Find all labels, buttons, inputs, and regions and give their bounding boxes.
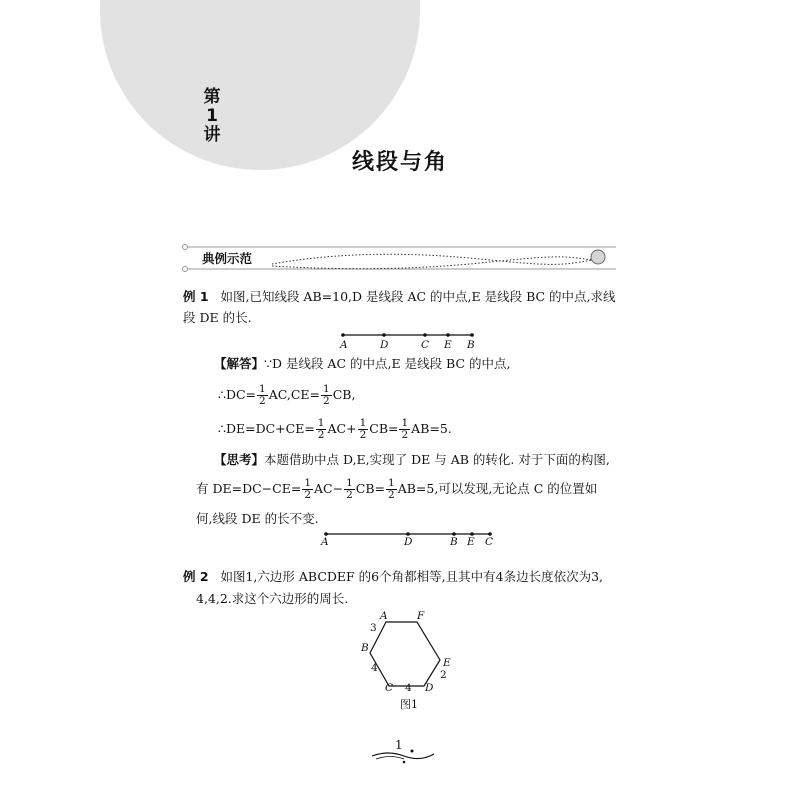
fig2-point-d: D [404, 536, 413, 548]
fraction-half: $\frac{1}{2}$ [346, 477, 353, 501]
fig1-point-c: C [421, 339, 430, 351]
fraction-half: $\frac{1}{2}$ [323, 383, 330, 407]
fig2-point-a: A [321, 536, 329, 548]
fraction-half: $\frac{1}{2}$ [401, 417, 409, 441]
fig1-point-b: B [467, 339, 475, 351]
example2-line1 [183, 568, 603, 586]
example1-line2: 段 DE 的长. [183, 310, 252, 325]
think2-part4: AB=5,可以发现,无论点 C 的位置如 [397, 481, 598, 496]
lecture-number: 1 [206, 106, 218, 126]
think-line2 [196, 476, 597, 502]
hex-length-cd: 4 [405, 682, 412, 694]
example1-line1 [183, 288, 616, 306]
example1-text1: 如图,已知线段 AB=10,D 是线段 AC 的中点,E 是线段 BC 的中点,求线 [220, 289, 616, 304]
answer-line [214, 355, 510, 373]
fig1-point-e: E [444, 339, 452, 351]
section-label: 典例示范 [202, 251, 253, 266]
step2-part4: AB=5. [411, 421, 452, 436]
section-header [180, 240, 620, 276]
fig1-point-a: A [340, 339, 348, 351]
lecture-suffix: 讲 [203, 125, 221, 145]
step2-part3: CB= [369, 421, 399, 436]
example1-label: 例 1 [183, 289, 209, 304]
hex-vertex-e: E [443, 657, 451, 669]
hex-vertex-c: C [385, 682, 394, 694]
step1-part3: CB, [332, 387, 356, 402]
think-line3: 何,线段 DE 的长不变. [196, 511, 319, 526]
think2-part3: CB= [355, 481, 386, 496]
think-tag: 【思考】 [214, 452, 265, 467]
hex-vertex-b: B [361, 642, 369, 654]
example2-line2: 4,4,2.求这个六边形的周长. [196, 591, 349, 606]
fraction-half: $\frac{1}{2}$ [359, 417, 367, 441]
fraction-half: $\frac{1}{2}$ [304, 477, 312, 501]
answer-step1 [218, 382, 355, 408]
fraction-half: $\frac{1}{2}$ [388, 477, 395, 501]
page-number: 1 [395, 738, 403, 752]
lecture-prefix: 第 [203, 87, 221, 107]
example2-label: 例 2 [183, 569, 209, 584]
hex-vertex-d: D [425, 682, 434, 694]
answer-tag: 【解答】 [214, 356, 265, 371]
lecture-number-label [196, 88, 228, 145]
answer-text: ∵D 是线段 AC 的中点,E 是线段 BC 的中点, [264, 356, 511, 371]
page-title: 线段与角 [351, 150, 448, 175]
answer-step2 [218, 416, 452, 442]
think-line1 [214, 451, 610, 469]
figure-caption: 图1 [400, 698, 418, 711]
think2-part1: 有 DE=DC−CE= [196, 481, 302, 496]
think2-part2: AC− [314, 481, 344, 496]
fig2-point-e: E [467, 536, 475, 548]
fraction-half: $\frac{1}{2}$ [317, 417, 325, 441]
example2-text1: 如图1,六边形 ABCDEF 的6个角都相等,且其中有4条边长度依次为3, [220, 569, 603, 584]
hex-vertex-a: A [380, 610, 388, 622]
hex-vertex-f: F [417, 610, 425, 622]
fig2-point-c: C [485, 536, 494, 548]
hex-length-de: 2 [440, 669, 447, 681]
step1-part2: AC,CE= [268, 387, 320, 402]
fraction-half: $\frac{1}{2}$ [259, 383, 266, 407]
step2-part2: AC+ [327, 421, 357, 436]
step2-part1: ∴DE=DC+CE= [218, 421, 315, 436]
fig2-point-b: B [450, 536, 458, 548]
think-text1: 本题借助中点 D,E,实现了 DE 与 AB 的转化. 对于下面的构图, [264, 452, 610, 467]
step1-part1: ∴DC= [218, 387, 257, 402]
figure1-segment [335, 328, 480, 340]
hex-length-bc: 4 [371, 662, 378, 674]
fig1-point-d: D [380, 339, 389, 351]
hex-length-ab: 3 [370, 622, 377, 634]
page-number-decoration [368, 742, 438, 764]
